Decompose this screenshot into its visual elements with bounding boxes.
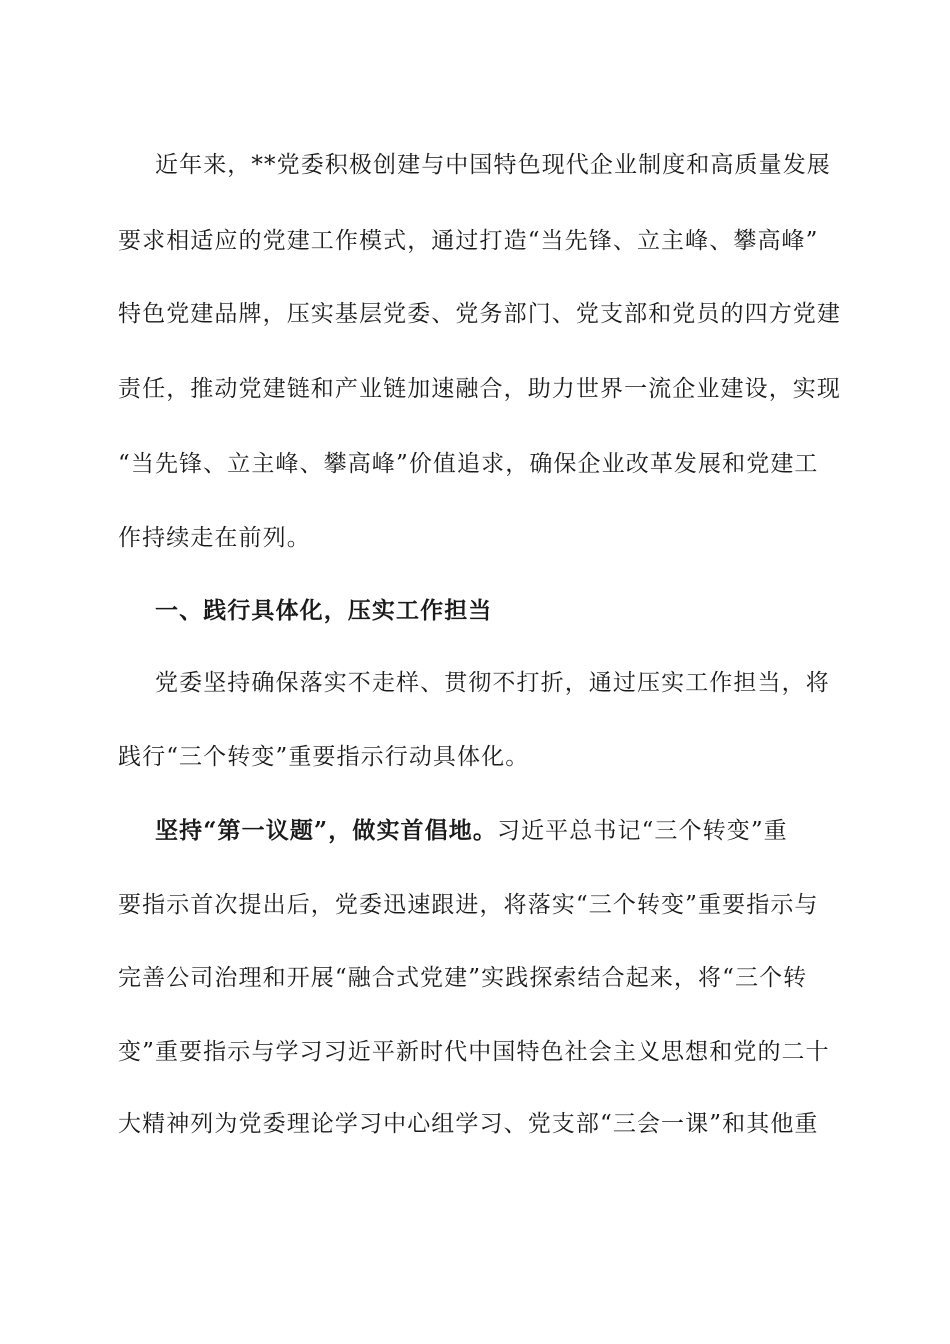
section-heading-1: 一、践行具体化，压实工作担当 bbox=[155, 597, 493, 624]
paragraph-3-lead: 坚持“第一议题”，做实首倡地。 bbox=[155, 817, 497, 844]
paragraph-3-line-3: 完善公司治理和开展“融合式党建”实践探索结合起来，将“三个转 bbox=[118, 965, 808, 991]
paragraph-1-line-4: 责任，推动党建链和产业链加速融合，助力世界一流企业建设，实现 bbox=[118, 376, 841, 402]
paragraph-3-line-4: 变”重要指示与学习习近平新时代中国特色社会主义思想和党的二十 bbox=[118, 1039, 830, 1065]
paragraph-1-line-3: 特色党建品牌，压实基层党委、党务部门、党支部和党员的四方党建 bbox=[118, 301, 841, 327]
paragraph-3-line-1 bbox=[155, 816, 838, 846]
paragraph-2-line-2: 践行“三个转变”重要指示行动具体化。 bbox=[118, 744, 530, 770]
paragraph-1-line-1: 近年来，**党委积极创建与中国特色现代企业制度和高质量发展 bbox=[155, 152, 831, 178]
paragraph-3-first-line-rest: 习近平总书记“三个转变”重 bbox=[496, 818, 788, 844]
paragraph-3-line-5: 大精神列为党委理论学习中心组学习、党支部“三会一课”和其他重 bbox=[118, 1111, 819, 1137]
paragraph-1-line-6: 作持续走在前列。 bbox=[118, 525, 311, 551]
paragraph-1-line-5: “当先锋、立主峰、攀高峰”价值追求，确保企业改革发展和党建工 bbox=[118, 451, 819, 477]
paragraph-1-line-2: 要求相适应的党建工作模式，通过打造“当先锋、立主峰、攀高峰” bbox=[118, 228, 819, 254]
paragraph-2-line-1: 党委坚持确保落实不走样、贯彻不打折，通过压实工作担当，将 bbox=[155, 670, 830, 696]
paragraph-3-line-2: 要指示首次提出后，党委迅速跟进，将落实“三个转变”重要指示与 bbox=[118, 892, 819, 918]
